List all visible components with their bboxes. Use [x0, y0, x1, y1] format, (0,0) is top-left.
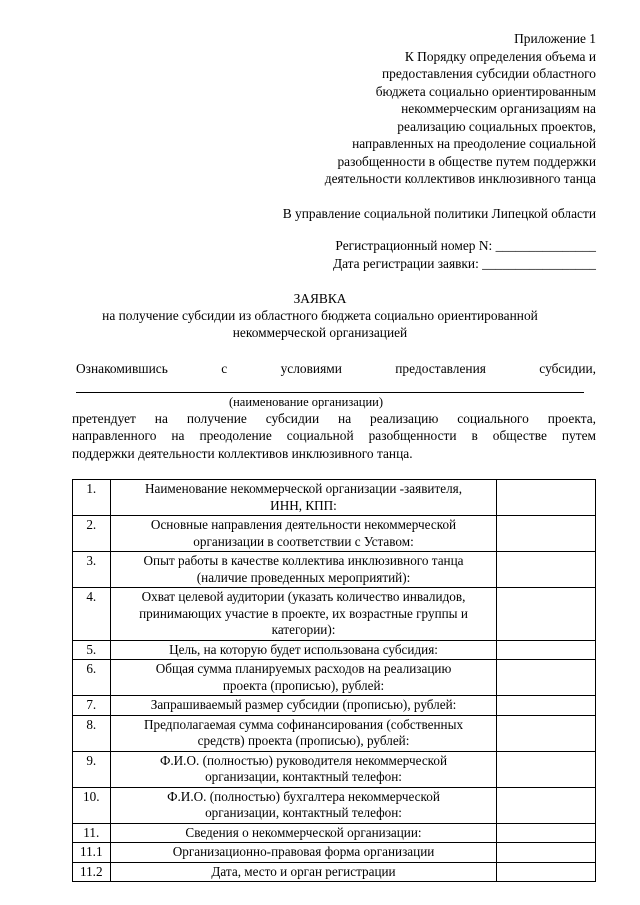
- appendix-line: некоммерческим организациям на: [401, 101, 596, 116]
- row-number: 6.: [73, 660, 111, 696]
- row-number: 4.: [73, 588, 111, 641]
- document-subtitle: некоммерческой организацией: [232, 325, 408, 340]
- row-number: 11.1: [73, 843, 111, 863]
- organization-name-blank[interactable]: [76, 380, 584, 393]
- appendix-line: деятельности коллективов инклюзивного танца: [324, 171, 596, 186]
- registration-block: [333, 237, 596, 272]
- application-form-table: [72, 479, 596, 882]
- document-title: ЗАЯВКА: [293, 291, 347, 306]
- row-number: 9.: [73, 751, 111, 787]
- registration-number: Регистрационный номер N: _______________: [335, 238, 596, 253]
- document-subtitle: на получение субсидии из областного бюджета социально ориентированной: [102, 308, 538, 323]
- row-value-cell[interactable]: [497, 715, 596, 751]
- row-value-cell[interactable]: [497, 660, 596, 696]
- row-description-line: Предполагаемая сумма софинансирования (собственных: [143, 716, 464, 732]
- table-row: [73, 480, 596, 516]
- row-description: [110, 480, 497, 516]
- appendix-line: реализацию социальных проектов,: [397, 118, 596, 134]
- row-description-line: Дата, место и орган регистрации: [211, 863, 396, 879]
- row-description: [110, 640, 497, 660]
- row-description-line: ИНН, КПП:: [270, 497, 337, 513]
- row-description-line: Охват целевой аудитории (указать количество инвалидов,: [141, 589, 466, 604]
- row-description-line: Основные направления деятельности некоммерческой: [150, 517, 457, 532]
- row-description: [110, 787, 497, 823]
- table-row: [73, 751, 596, 787]
- row-description-line: Организационно-правовая форма организации: [172, 844, 435, 859]
- row-description-line: организации в соответствии с Уставом:: [193, 533, 414, 549]
- appendix-line: предоставления субсидии областного: [382, 66, 596, 81]
- appendix-line: Приложение 1: [514, 31, 596, 46]
- row-description-line: средств) проекта (прописью), рублей:: [197, 733, 410, 748]
- row-description-line: принимающих участие в проекте, их возрастные группы и: [139, 605, 468, 621]
- table-row: [73, 823, 596, 843]
- row-value-cell[interactable]: [497, 696, 596, 716]
- table-row: [73, 552, 596, 588]
- row-number: 11.: [73, 823, 111, 843]
- intro-word: Ознакомившись: [76, 361, 168, 376]
- row-number: 3.: [73, 552, 111, 588]
- row-description-line: Ф.И.О. (полностью) бухгалтера некоммерческой: [167, 788, 440, 804]
- row-description-line: категории):: [271, 622, 336, 637]
- intro-body: [72, 410, 596, 463]
- row-description: [110, 715, 497, 751]
- row-value-cell[interactable]: [497, 843, 596, 863]
- appendix-line: бюджета социально ориентированным: [375, 83, 596, 99]
- intro-body-line: поддержки деятельности коллективов инклюзивного танца.: [72, 445, 413, 461]
- row-value-cell[interactable]: [497, 480, 596, 516]
- organization-name-caption: (наименование организации): [228, 394, 384, 409]
- row-description-line: Ф.И.О. (полностью) руководителя некоммерческой: [159, 752, 448, 768]
- row-description: [110, 588, 497, 641]
- row-value-cell[interactable]: [497, 751, 596, 787]
- row-description-line: организации, контактный телефон:: [205, 805, 402, 820]
- intro-body-line: направленного на преодоление социальной разобщенности в обществе путем: [72, 428, 596, 443]
- intro-body-line: претендует на получение субсидии на реализацию социального проекта,: [72, 410, 596, 426]
- appendix-block: [325, 30, 596, 188]
- intro-word: предоставления: [395, 361, 486, 376]
- table-row: [73, 640, 596, 660]
- row-description: [110, 660, 497, 696]
- table-row: [73, 660, 596, 696]
- intro-word: условиями: [280, 361, 342, 376]
- row-description-line: Сведения о некоммерческой организации:: [185, 824, 422, 840]
- row-description: [110, 862, 497, 882]
- intro-word: с: [221, 361, 228, 376]
- intro-first-line: [76, 360, 596, 378]
- intro-word: субсидии,: [539, 361, 596, 376]
- row-description: [110, 552, 497, 588]
- row-description-line: Цель, на которую будет использована субсидия:: [169, 641, 438, 657]
- appendix-line: разобщенности в обществе путем поддержки: [337, 153, 596, 169]
- row-value-cell[interactable]: [497, 640, 596, 660]
- row-description-line: Опыт работы в качестве коллектива инклюзивного танца: [143, 553, 464, 568]
- row-value-cell[interactable]: [497, 552, 596, 588]
- table-row: [73, 588, 596, 641]
- row-description: [110, 843, 497, 863]
- row-description: [110, 516, 497, 552]
- table-row: [73, 843, 596, 863]
- row-value-cell[interactable]: [497, 588, 596, 641]
- row-number: 7.: [73, 696, 111, 716]
- table-row: [73, 787, 596, 823]
- row-value-cell[interactable]: [497, 787, 596, 823]
- table-row: [73, 696, 596, 716]
- row-description-line: Запрашиваемый размер субсидии (прописью), рублей:: [150, 697, 457, 712]
- row-number: 2.: [73, 516, 111, 552]
- addressee: В управление социальной политики Липецкой области: [282, 206, 596, 221]
- table-row: [73, 862, 596, 882]
- row-description-line: Общая сумма планируемых расходов на реализацию: [155, 661, 452, 676]
- form-table-body: [73, 480, 596, 882]
- row-value-cell[interactable]: [497, 823, 596, 843]
- row-description: [110, 823, 497, 843]
- row-description: [110, 751, 497, 787]
- row-number: 5.: [73, 640, 111, 660]
- registration-date: Дата регистрации заявки: _________________: [332, 255, 596, 271]
- appendix-line: К Порядку определения объема и: [404, 48, 596, 64]
- row-value-cell[interactable]: [497, 516, 596, 552]
- row-value-cell[interactable]: [497, 862, 596, 882]
- document-title-block: [44, 290, 596, 341]
- table-row: [73, 715, 596, 751]
- row-number: 11.2: [73, 862, 111, 882]
- row-description: [110, 696, 497, 716]
- intro-paragraph: [72, 360, 596, 462]
- row-description-line: (наличие проведенных мероприятий):: [196, 569, 411, 585]
- row-description-line: Наименование некоммерческой организации -заявителя,: [144, 481, 463, 496]
- appendix-line: направленных на преодоление социальной: [352, 136, 596, 151]
- row-number: 8.: [73, 715, 111, 751]
- row-number: 10.: [73, 787, 111, 823]
- row-number: 1.: [73, 480, 111, 516]
- row-description-line: проекта (прописью), рублей:: [222, 677, 385, 693]
- table-row: [73, 516, 596, 552]
- row-description-line: организации, контактный телефон:: [205, 769, 402, 784]
